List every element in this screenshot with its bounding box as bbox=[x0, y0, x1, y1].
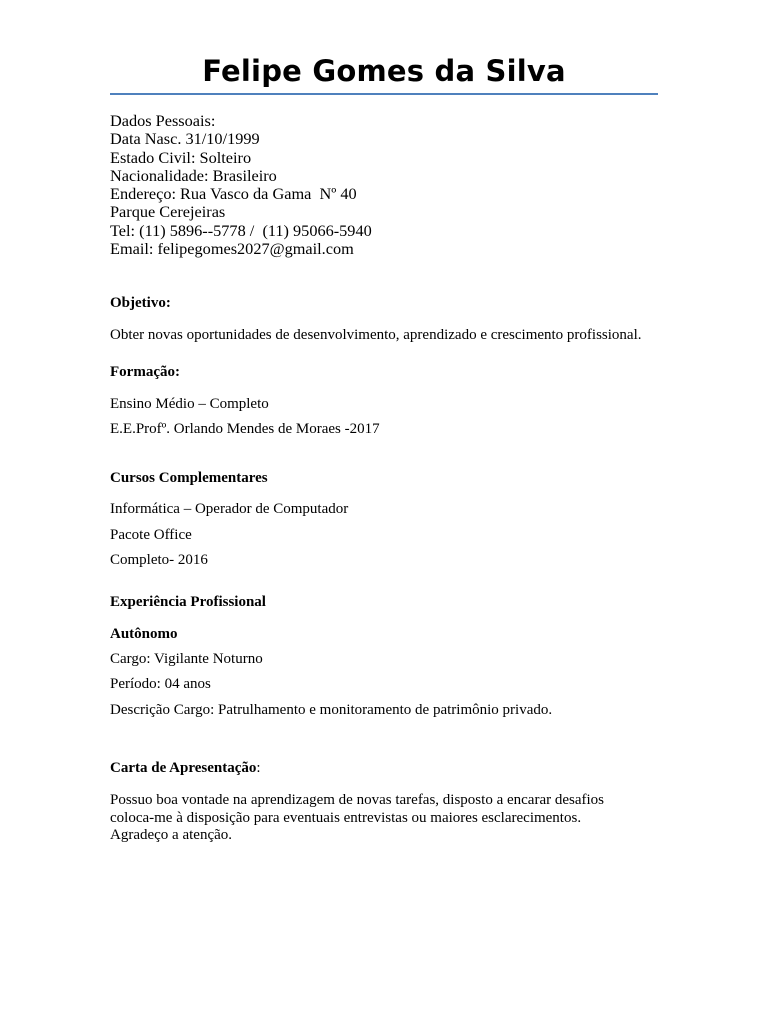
education-school: E.E.Profº. Orlando Mendes de Moraes -2017 bbox=[110, 421, 380, 437]
page-title: Felipe Gomes da Silva bbox=[202, 54, 566, 88]
experience-role: Cargo: Vigilante Noturno bbox=[110, 651, 263, 667]
marital-status: Estado Civil: Solteiro bbox=[110, 147, 252, 167]
phone-numbers: Tel: (11) 5896--5778 / (11) 95066-5940 bbox=[110, 220, 372, 240]
cover-letter-heading-colon: : bbox=[256, 760, 261, 776]
cover-letter-body bbox=[110, 792, 604, 845]
experience-heading: Experiência Profissional bbox=[110, 594, 266, 610]
address-neighborhood: Parque Cerejeiras bbox=[110, 202, 226, 222]
birth-date: Data Nasc. 31/10/1999 bbox=[110, 129, 260, 149]
education-level: Ensino Médio – Completo bbox=[110, 396, 269, 412]
experience-employer: Autônomo bbox=[110, 626, 178, 642]
personal-data-section bbox=[110, 112, 372, 258]
personal-data-heading: Dados Pessoais: bbox=[110, 111, 216, 130]
objective-heading: Objetivo: bbox=[110, 295, 171, 311]
cover-letter-heading: Carta de Apresentação bbox=[110, 760, 257, 776]
cover-letter-line: coloca-me à disposição para eventuais entrevistas ou maiores esclarecimentos. bbox=[110, 809, 582, 826]
cover-letter-heading-line bbox=[110, 759, 261, 777]
address-street: Endereço: Rua Vasco da Gama Nº 40 bbox=[110, 184, 357, 204]
experience-period: Período: 04 anos bbox=[110, 676, 211, 692]
experience-description: Descrição Cargo: Patrulhamento e monitoramento de patrimônio privado. bbox=[110, 702, 553, 718]
education-heading: Formação: bbox=[110, 364, 180, 380]
course-item: Pacote Office bbox=[110, 527, 192, 543]
nationality: Nacionalidade: Brasileiro bbox=[110, 165, 277, 185]
courses-heading: Cursos Complementares bbox=[110, 470, 268, 486]
course-item: Informática – Operador de Computador bbox=[110, 501, 349, 517]
course-item: Completo- 2016 bbox=[110, 552, 208, 568]
title-divider bbox=[110, 93, 658, 95]
objective-text: Obter novas oportunidades de desenvolvimento, aprendizado e crescimento profissional. bbox=[110, 327, 642, 343]
cover-letter-line: Agradeço a atenção. bbox=[110, 827, 233, 843]
email-address: Email: felipegomes2027@gmail.com bbox=[110, 239, 354, 259]
cover-letter-line: Possuo boa vontade na aprendizagem de novas tarefas, disposto a encarar desafios bbox=[110, 792, 604, 808]
